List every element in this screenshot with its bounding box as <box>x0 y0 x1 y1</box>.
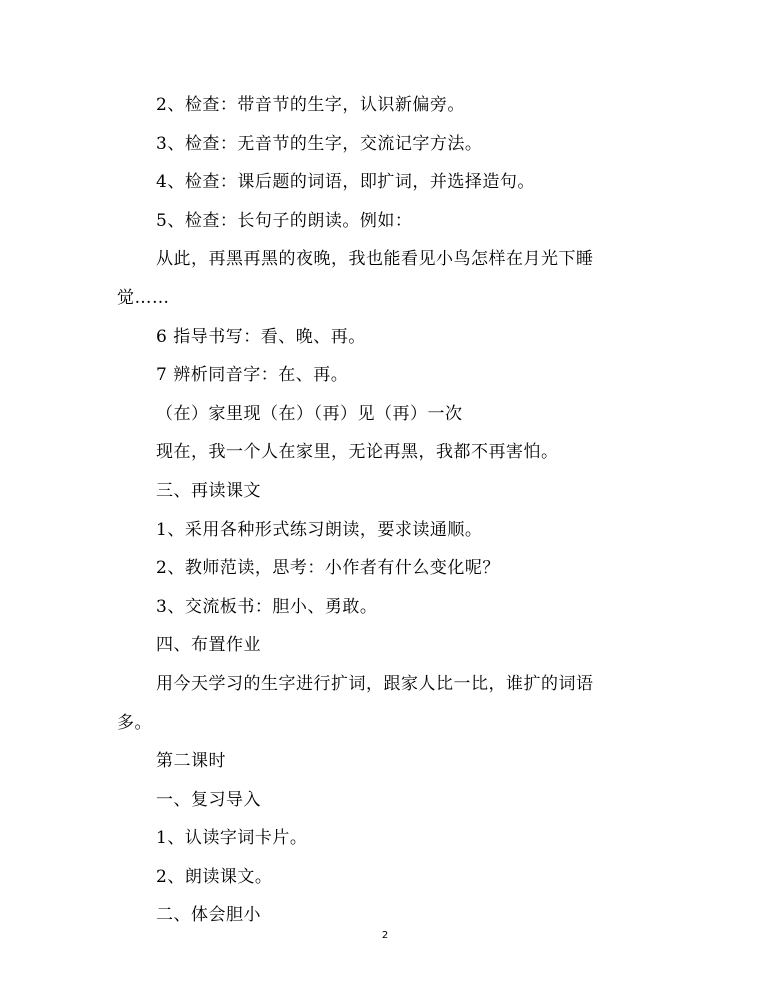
text-line: 2、检查：带音节的生字，认识新偏旁。 <box>156 95 465 115</box>
lesson-heading: 第二课时 <box>156 751 226 772</box>
text-line: 现在，我一个人在家里，无论再黑，我都不再害怕。 <box>156 442 559 463</box>
text-line: 用今天学习的生字进行扩词，跟家人比一比，谁扩的词语 <box>156 673 594 694</box>
text-line: 2、教师范读，思考：小作者有什么变化呢？ <box>156 558 500 579</box>
text-line: （在）家里现（在）（再）见（再）一次 <box>156 403 463 424</box>
page-number: 2 <box>381 930 389 941</box>
section-heading: 四、布置作业 <box>156 635 261 656</box>
text-line: 多。 <box>117 712 152 733</box>
text-line: 3、交流板书：胆小、勇敢。 <box>156 596 378 617</box>
text-line: 6 指导书写：看、晚、再。 <box>156 326 366 347</box>
text-line: 3、检查：无音节的生字，交流记字方法。 <box>156 133 483 154</box>
text-line: 从此，再黑再黑的夜晚，我也能看见小鸟怎样在月光下睡 <box>156 249 594 270</box>
text-line: 1、认读字词卡片。 <box>156 828 308 849</box>
text-line: 2、朗读课文。 <box>156 866 273 887</box>
text-line: 觉…… <box>117 287 170 308</box>
document-body <box>117 86 657 935</box>
text-line: 1、采用各种形式练习朗读，要求读通顺。 <box>156 519 483 540</box>
text-line: 4、检查：课后题的词语，即扩词，并选择造句。 <box>156 172 535 193</box>
section-heading: 二、体会胆小 <box>156 905 261 926</box>
section-heading: 三、再读课文 <box>156 480 261 501</box>
text-line: 7 辨析同音字：在、再。 <box>156 365 349 386</box>
text-line: 5、检查：长句子的朗读。例如： <box>156 210 413 231</box>
section-heading: 一、复习导入 <box>156 789 261 810</box>
